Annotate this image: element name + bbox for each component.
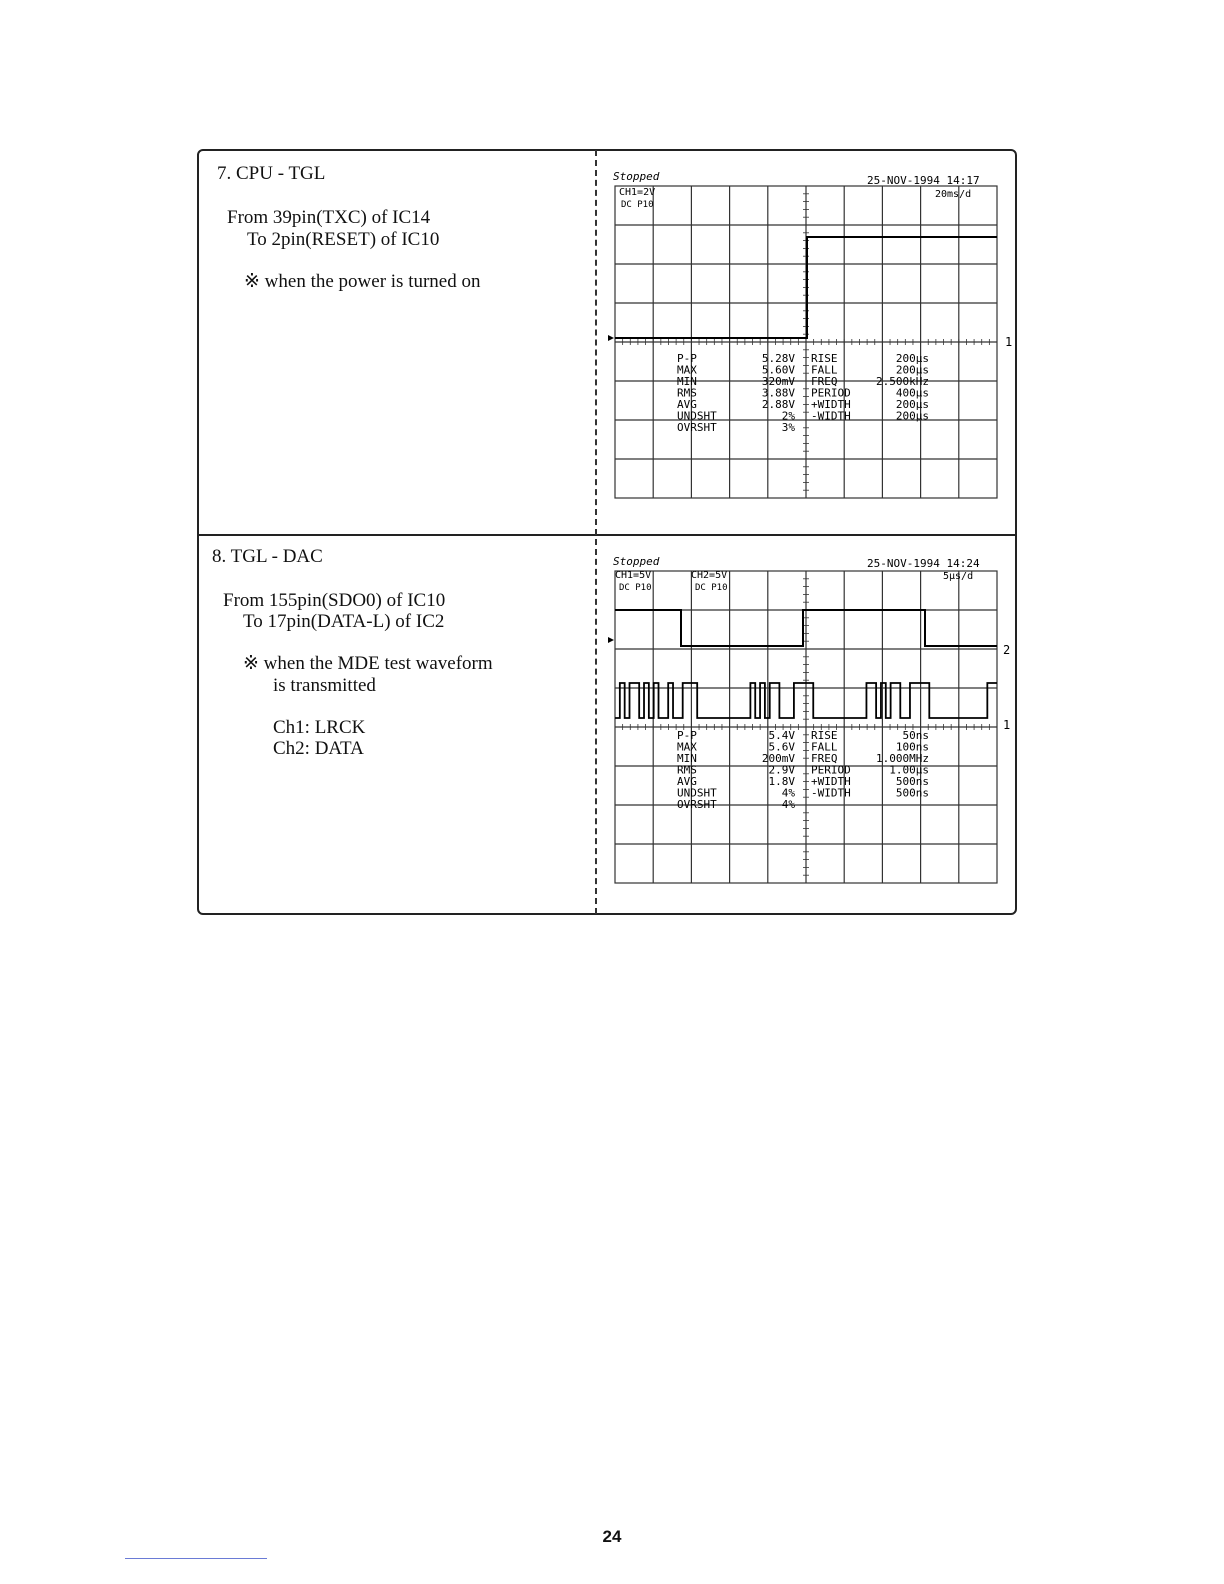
section7-heading: 7. CPU - TGL bbox=[217, 163, 326, 184]
scope-measurement-label: FALL bbox=[811, 740, 838, 754]
scope-measurement-label: +WIDTH bbox=[811, 398, 851, 411]
scope1-coupling: DC P10 bbox=[621, 200, 654, 210]
scope-measurement-label: MAX bbox=[677, 363, 697, 377]
scope-measurement-label: -WIDTH bbox=[811, 786, 851, 800]
scope-measurement-value: 3% bbox=[781, 421, 795, 434]
scope2-timebase: 5μs/d bbox=[943, 571, 974, 582]
section8-note-line2: is transmitted bbox=[273, 675, 376, 696]
scope2-datetime: 25-NOV-1994 14:24 bbox=[867, 557, 980, 570]
scope1-graticule bbox=[615, 186, 997, 498]
scope-measurement-value: 5.60V bbox=[761, 363, 795, 377]
scope-measurement-value: 1.00μs bbox=[889, 763, 929, 777]
scope1-timebase: 20ms/d bbox=[935, 189, 972, 200]
scope-measurement-label: OVRSHT bbox=[677, 798, 717, 811]
scope-measurement-label: MAX bbox=[677, 740, 697, 754]
scope-measurement-label: FREQ bbox=[811, 375, 838, 388]
section7-from: From 39pin(TXC) of IC14 bbox=[227, 207, 431, 228]
scope2-status: Stopped bbox=[613, 555, 660, 568]
scope-measurement-value: 5.6V bbox=[768, 740, 795, 754]
scope-measurement-value: 5.28V bbox=[761, 352, 795, 365]
scope-measurement-value: 200μs bbox=[895, 398, 929, 411]
scope-measurement-label: PERIOD bbox=[811, 386, 851, 400]
section8-from: From 155pin(SDO0) of IC10 bbox=[223, 590, 446, 611]
scope-measurement-value: 50ns bbox=[902, 729, 929, 742]
scope1-trace bbox=[615, 237, 997, 338]
scope1-ch-marker: 1 bbox=[1005, 335, 1013, 349]
scope-measurement-label: MIN bbox=[677, 375, 697, 388]
scope-measurement-label: UNDSHT bbox=[677, 786, 717, 800]
scope-measurement-label: AVG bbox=[677, 398, 697, 411]
scope-measurement-value: 320mV bbox=[761, 375, 795, 388]
section7-to: To 2pin(RESET) of IC10 bbox=[247, 229, 440, 250]
scope-measurement-label: FREQ bbox=[811, 752, 838, 765]
scope2-channel2: CH2=5V bbox=[691, 570, 728, 581]
scope-measurement-value: 4% bbox=[781, 786, 795, 800]
footer-rule bbox=[125, 1558, 267, 1559]
scope2-channel1: CH1=5V bbox=[615, 570, 652, 581]
scope-measurement-label: OVRSHT bbox=[677, 421, 717, 434]
scope-measurement-label: RISE bbox=[811, 729, 838, 742]
scope-screen-1 bbox=[605, 168, 1017, 508]
scope-measurement-label: P-P bbox=[677, 729, 697, 742]
scope-measurement-label: -WIDTH bbox=[811, 409, 851, 423]
scope1-status: Stopped bbox=[613, 170, 660, 183]
scope-measurement-label: RMS bbox=[677, 386, 697, 400]
section8-ch1: Ch1: LRCK bbox=[273, 717, 366, 738]
scope-measurement-value: 200μs bbox=[895, 352, 929, 365]
scope-measurement-value: 500ns bbox=[895, 775, 929, 788]
scope-measurement-value: 2.9V bbox=[768, 763, 795, 777]
scope-measurement-label: AVG bbox=[677, 775, 697, 788]
scope-measurement-value: 200μs bbox=[895, 409, 929, 423]
scope-measurement-label: RMS bbox=[677, 763, 697, 777]
scope-measurement-value: 1.000MHz bbox=[876, 752, 929, 765]
scope-measurement-value: 200mV bbox=[761, 752, 795, 765]
scope-measurement-value: 2.88V bbox=[761, 398, 795, 411]
scope1-datetime: 25-NOV-1994 14:17 bbox=[867, 174, 980, 187]
scope-measurement-label: P-P bbox=[677, 352, 697, 365]
section8-heading: 8. TGL - DAC bbox=[212, 546, 323, 567]
section8-ch2: Ch2: DATA bbox=[273, 738, 364, 759]
scope-measurement-label: MIN bbox=[677, 752, 697, 765]
scope1-ground-marker bbox=[608, 335, 614, 341]
section7-note: ※ when the power is turned on bbox=[244, 271, 481, 292]
scope-measurement-value: 4% bbox=[781, 798, 795, 811]
scope-measurement-value: 3.88V bbox=[761, 386, 795, 400]
scope-measurement-label: UNDSHT bbox=[677, 409, 717, 423]
section8-note-line1: ※ when the MDE test waveform bbox=[243, 653, 493, 674]
scope-measurement-value: 5.4V bbox=[768, 729, 795, 742]
scope2-ch1-marker: 1 bbox=[1003, 718, 1011, 732]
scope-measurement-value: 1.8V bbox=[768, 775, 795, 788]
section-divider bbox=[198, 534, 1016, 536]
scope2-coupling1: DC P10 bbox=[619, 583, 652, 593]
scope-measurement-value: 500ns bbox=[895, 786, 929, 800]
scope-measurement-value: 2.500kHz bbox=[876, 375, 929, 388]
scope-measurement-label: RISE bbox=[811, 352, 838, 365]
scope-measurement-value: 200μs bbox=[895, 363, 929, 377]
scope2-graticule bbox=[615, 571, 997, 883]
scope1-channel: CH1=2V bbox=[619, 187, 656, 198]
column-divider bbox=[595, 150, 597, 914]
scope-measurement-value: 400μs bbox=[895, 386, 929, 400]
scope2-coupling2: DC P10 bbox=[695, 583, 728, 593]
scope-measurement-value: 2% bbox=[781, 409, 795, 423]
scope2-ground-marker bbox=[608, 637, 614, 643]
scope2-ch2-marker: 2 bbox=[1003, 643, 1011, 657]
scope-measurement-label: +WIDTH bbox=[811, 775, 851, 788]
scope-screen-2 bbox=[605, 553, 1017, 893]
scope-measurement-value: 100ns bbox=[895, 740, 929, 754]
scope-measurement-label: PERIOD bbox=[811, 763, 851, 777]
page-number: 24 bbox=[602, 1527, 622, 1546]
scope-measurement-label: FALL bbox=[811, 363, 838, 377]
section8-to: To 17pin(DATA-L) of IC2 bbox=[243, 611, 445, 632]
